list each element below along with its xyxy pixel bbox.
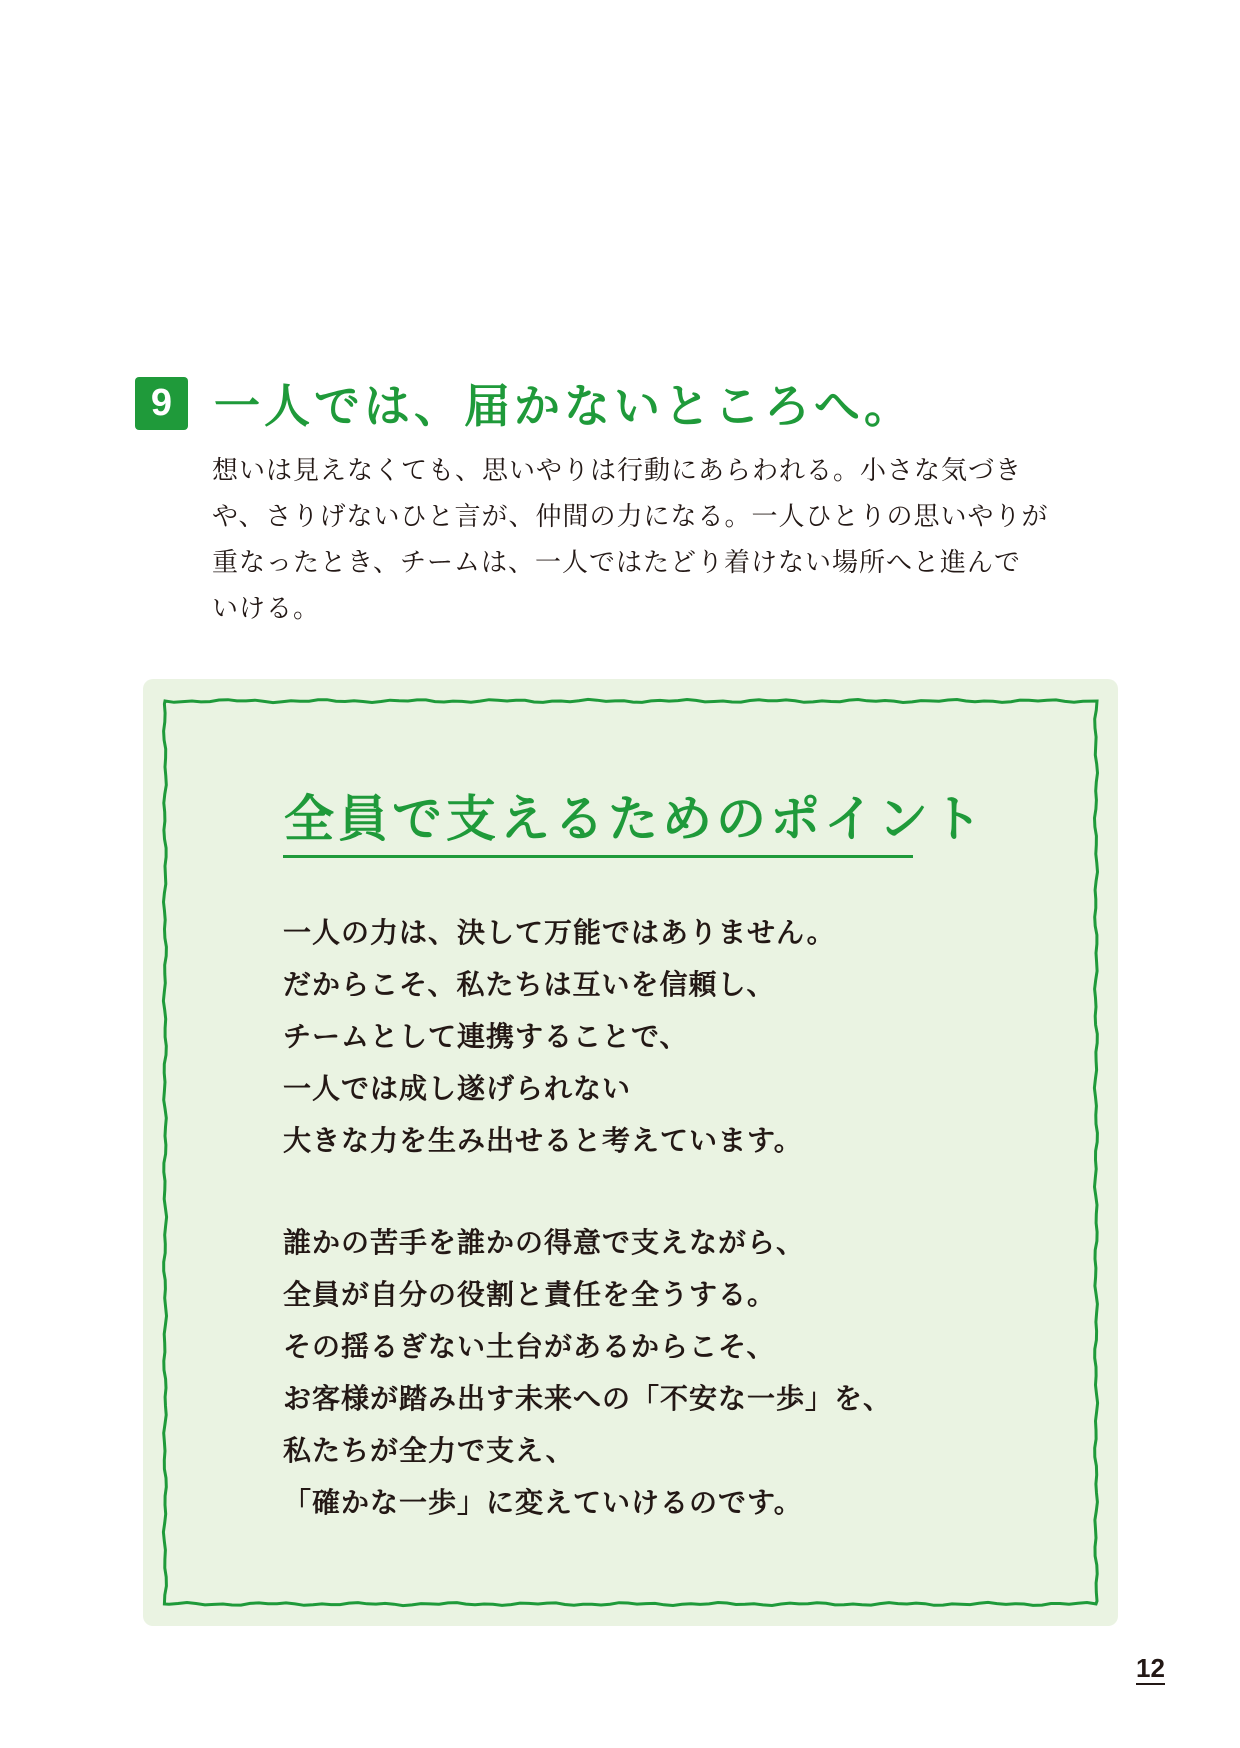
section-number-badge: 9 xyxy=(135,377,188,430)
body-line: その揺るぎない土台があるからこそ、 xyxy=(283,1330,776,1363)
body-line: 誰かの苦手を誰かの得意で支えながら、 xyxy=(283,1226,806,1259)
body-line: 一人では成し遂げられない xyxy=(283,1072,632,1105)
paragraph-gap xyxy=(283,1167,892,1217)
body-line: 全員が自分の役割と責任を全うする。 xyxy=(283,1278,777,1311)
point-box-title: 全員で支えるためのポイント xyxy=(284,790,986,848)
point-box xyxy=(143,679,1118,1626)
intro-line: や、さりげないひと言が、仲間の力になる。一人ひとりの思いやりが xyxy=(212,502,1049,532)
section-header xyxy=(135,374,914,432)
body-line: 大きな力を生み出せると考えています。 xyxy=(283,1124,803,1157)
body-line: お客様が踏み出す未来への「不安な一歩」を、 xyxy=(283,1382,893,1415)
page-number: 12 xyxy=(1136,1653,1165,1683)
point-box-body xyxy=(283,907,892,1529)
body-line: 一人の力は、決して万能ではありません。 xyxy=(283,916,836,949)
intro-paragraph xyxy=(212,448,1132,632)
body-line: だからこそ、私たちは互いを信頼し、 xyxy=(283,968,776,1001)
intro-line: 想いは見えなくても、思いやりは行動にあらわれる。小さな気づき xyxy=(212,456,1023,486)
title-underline xyxy=(283,855,913,858)
intro-line: 重なったとき、チームは、一人ではたどり着けない場所へと進んで xyxy=(212,548,1021,578)
body-line: 私たちが全力で支え、 xyxy=(283,1434,575,1467)
body-line: 「確かな一歩」に変えていけるのです。 xyxy=(283,1486,803,1519)
intro-line: いける。 xyxy=(212,594,321,624)
body-line: チームとして連携することで、 xyxy=(283,1020,689,1053)
section-title: 一人では、届かないところへ。 xyxy=(214,379,914,433)
